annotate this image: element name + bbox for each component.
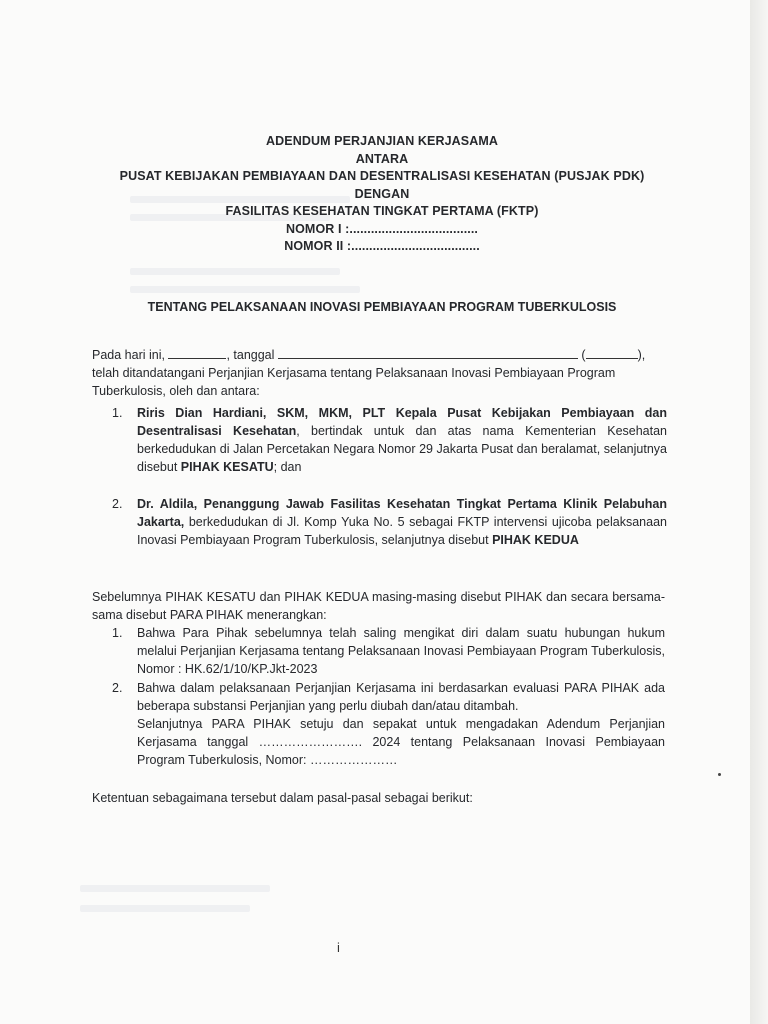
- party-two-description: berkedudukan di Jl. Komp Yuka No. 5 sebagai FKTP intervensi ujicoba pelaksanaan Inovasi Pembiayaan Program Tuberkulosis, selanjutnya disebut: [137, 515, 667, 547]
- party-one-alias: PIHAK KESATU: [180, 460, 274, 474]
- header-title: ADENDUM PERJANJIAN KERJASAMA: [266, 134, 498, 148]
- day-blank: [168, 346, 226, 359]
- recital-item-2-number: 2.: [112, 681, 123, 695]
- header-nomor-i: NOMOR I :....................................: [285, 221, 479, 236]
- party-two-text: [137, 495, 667, 549]
- show-through-mark: [80, 885, 270, 892]
- speck: [718, 773, 721, 776]
- party-one-number: 1.: [112, 406, 123, 420]
- recital-item-2: [112, 679, 665, 769]
- page-edge: [750, 0, 768, 1024]
- party-one-name: Riris Dian Hardiani, SKM, MKM, PLT Kepala Pusat Kebijakan Pembiayaan dan Desentralisasi Kesehatan: [137, 406, 667, 438]
- party-one-text: [137, 404, 667, 476]
- party-one-suffix: ; dan: [273, 460, 302, 474]
- party-one-description: , bertindak untuk dan atas nama Kementerian Kesehatan berkedudukan di Jalan Percetakan Negara Nomor 29 Jakarta Pusat dan beralamat, selanjutnya disebut: [137, 424, 667, 474]
- sebelumnya-paragraph: Sebelumnya PIHAK KESATU dan PIHAK KEDUA masing-masing disebut PIHAK dan secara bersama-sama disebut PARA PIHAK menerangkan:: [92, 590, 665, 622]
- header-party-two: FASILITAS KESEHATAN TINGKAT PERTAMA (FKTP): [225, 204, 539, 218]
- party-two-alias: PIHAK KEDUA: [492, 533, 579, 547]
- recital-item-2-text-continued: Selanjutnya PARA PIHAK setuju dan sepakat untuk mengadakan Adendum Perjanjian Kerjasama tanggal ……………………. 2024 tentang Pelaksanaan Inovasi Pembiayaan Program Tuberkulosis, Nomor: …………………: [137, 717, 665, 767]
- intro-pada-hari-ini: Pada hari ini,: [92, 348, 165, 362]
- intro-close-paren: ),: [637, 348, 646, 362]
- show-through-mark: [130, 286, 360, 293]
- ketentuan-paragraph: Ketentuan sebagaimana tersebut dalam pasal-pasal sebagai berikut:: [92, 791, 473, 805]
- party-two-name: Dr. Aldila, Penanggung Jawab Fasilitas Kesehatan Tingkat Pertama Klinik Pelabuhan Jakarta,: [137, 497, 667, 529]
- recital-item-1-number: 1.: [112, 626, 123, 640]
- show-through-mark: [80, 905, 250, 912]
- intro-tanggal: , tanggal: [226, 348, 275, 362]
- document-header: [60, 133, 704, 256]
- recital-item-1-text: Bahwa Para Pihak sebelumnya telah saling mengikat diri dalam suatu hubungan hukum melalui Perjanjian Kerjasama tentang Pelaksanaan Inovasi Pembiayaan Program Tuberkulosis, Nomor : HK.62/1/10/KP.Jkt-2023: [137, 626, 665, 676]
- header-antara: ANTARA: [355, 151, 409, 166]
- page-mark: i: [337, 940, 340, 955]
- header-party-one: PUSAT KEBIJAKAN PEMBIAYAAN DAN DESENTRALISASI KESEHATAN (PUSJAK PDK): [119, 169, 645, 183]
- party-one: [112, 404, 667, 476]
- date-words-blank: [586, 346, 638, 359]
- recital-item-1: [112, 624, 665, 678]
- header-dengan: DENGAN: [354, 186, 410, 201]
- document-subject: TENTANG PELAKSANAAN INOVASI PEMBIAYAAN PROGRAM TUBERKULOSIS: [147, 300, 617, 314]
- recital-item-2-text: Bahwa dalam pelaksanaan Perjanjian Kerjasama ini berdasarkan evaluasi PARA PIHAK ada beberapa substansi Perjanjian yang perlu diubah dan/atau ditambah.: [137, 681, 665, 713]
- party-two-number: 2.: [112, 497, 123, 511]
- party-two: [112, 495, 667, 549]
- intro-paragraph: [92, 346, 660, 400]
- header-nomor-ii: NOMOR II :....................................: [284, 239, 480, 253]
- date-blank: [278, 346, 578, 359]
- intro-line-1: [92, 346, 660, 364]
- intro-line-2: telah ditandatangani Perjanjian Kerjasama tentang Pelaksanaan Inovasi Pembiayaan Program: [92, 366, 616, 380]
- intro-line-3: Tuberkulosis, oleh dan antara:: [92, 384, 260, 398]
- show-through-mark: [130, 268, 340, 275]
- intro-open-paren: (: [581, 348, 586, 362]
